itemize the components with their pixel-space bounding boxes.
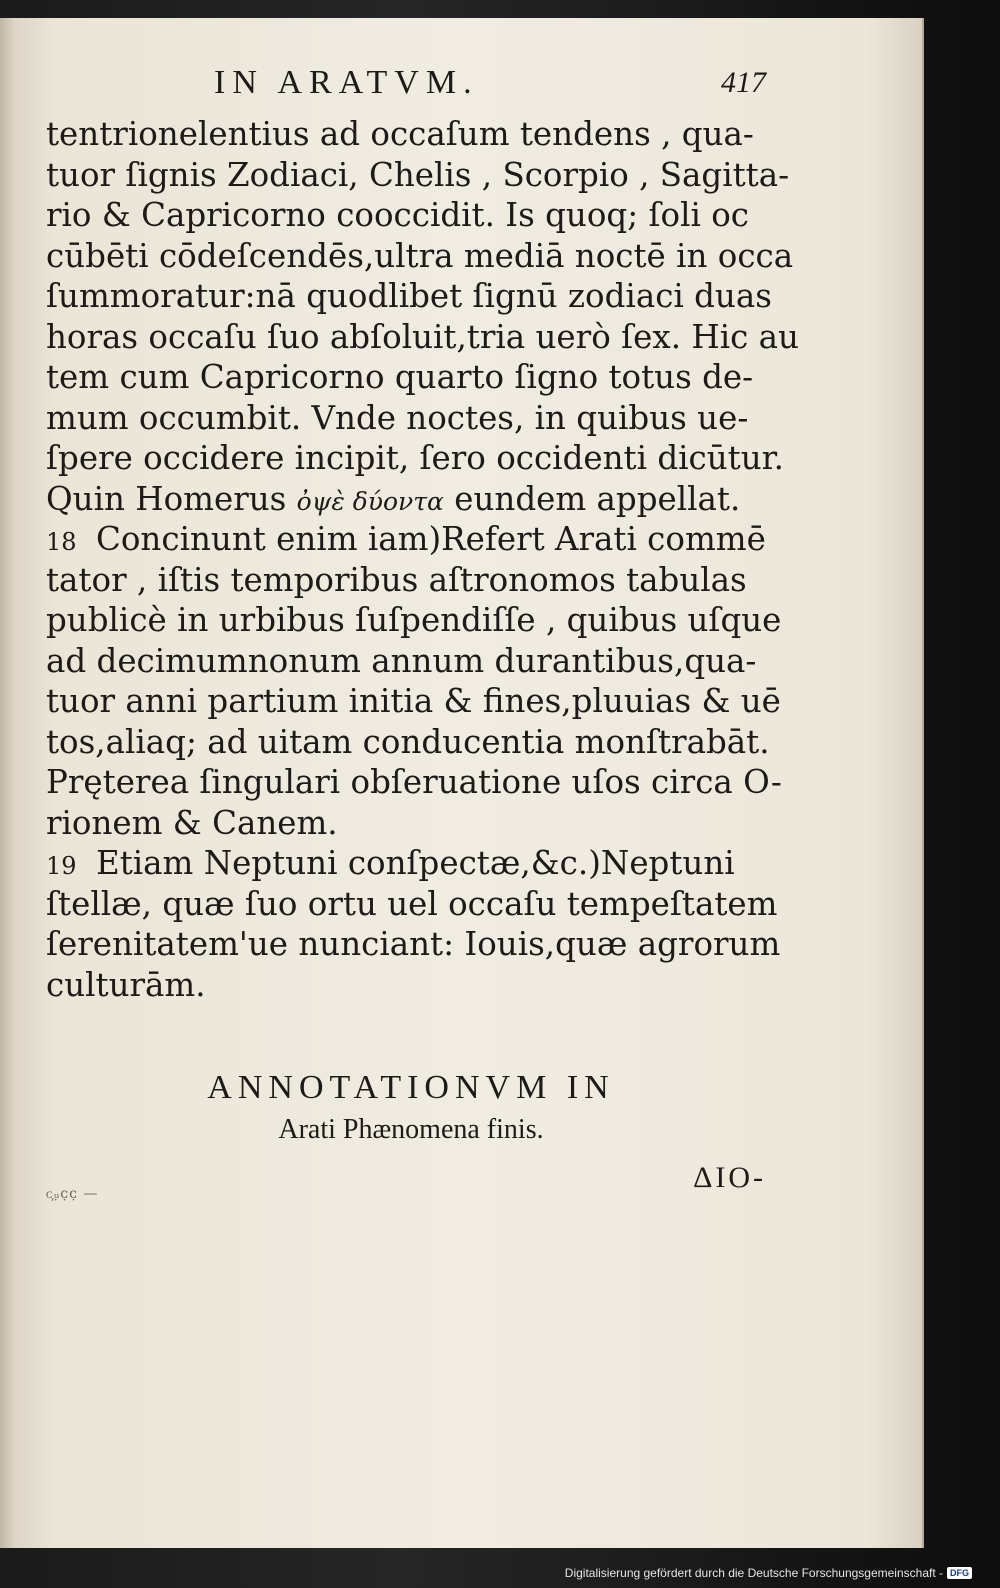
text-line: tator , iſtis temporibus aſtronomos tabulas	[46, 560, 747, 599]
dfg-logo: DFG	[947, 1567, 972, 1579]
text-line: publicè in urbibus ſuſpendiſſe , quibus uſque	[46, 601, 782, 639]
text-line: ſpere occidere incipit, ſero occidenti dicūtur.	[46, 439, 784, 477]
homerus-text-end: eundem appellat.	[443, 479, 741, 518]
ink-marks: ᴄ᷊ᵤ̣ᴄ̣ᴄ̣ —	[46, 1186, 99, 1202]
catchword: ΔΙΟ-	[693, 1161, 766, 1194]
text-line: horas occaſu ſuo abſoluit,tria uerò ſex. Hic au	[46, 317, 799, 356]
credit-text: Digitalisierung gefördert durch die Deutsche Forschungsgemeinschaft -	[564, 1566, 943, 1580]
running-title: IN ARATVM.	[214, 64, 479, 101]
text-line: rio & Capricorno cooccidit. Is quoq; ſoli oc	[46, 196, 749, 234]
text-line: tuor anni partium initia & fines,pluuias & uē	[46, 682, 781, 720]
greek-quotation: ὀψὲ δύοντα	[296, 486, 444, 516]
colophon	[46, 1065, 776, 1149]
text-line: ſummoratur:nā quodlibet ſignū zodiaci duas	[46, 277, 772, 315]
text-line: tos,aliaq; ad uitam conducentia monſtrabāt.	[46, 722, 770, 761]
text-line: ſerenitatem'ue nunciant: Iouis,quæ agrorum	[46, 925, 781, 963]
text-line: mum occumbit. Vnde noctes, in quibus ue-	[46, 398, 749, 437]
homerus-text: Quin Homerus	[46, 479, 297, 518]
note-19-heading	[46, 843, 776, 884]
text-line: tentrionelentius ad occaſum tendens , qua-	[46, 115, 754, 153]
homerus-line	[46, 479, 776, 520]
note-number: 18	[46, 528, 77, 556]
text-line: tem cum Capricorno quarto ſigno totus de-	[46, 358, 754, 396]
text-line: culturām.	[46, 965, 206, 1004]
note-18-heading	[46, 519, 776, 560]
body-text	[46, 114, 799, 1005]
note-number: 19	[46, 852, 77, 880]
text-line: tuor ſignis Zodiaci, Chelis , Scorpio , Sagitta-	[46, 155, 790, 194]
running-head	[46, 58, 776, 114]
colophon-subtitle: Arati Phænomena finis.	[278, 1114, 544, 1145]
note-lemma: Concinunt enim iam)Refert Arati commē	[96, 520, 766, 558]
text-line: cūbēti cōdeſcendēs,ultra mediā noctē in occa	[46, 236, 794, 275]
digitization-credit	[565, 1566, 972, 1580]
text-block	[46, 58, 799, 1195]
note-lemma: Etiam Neptuni conſpectæ,&c.)Neptuni	[96, 844, 735, 882]
text-line: ſtellæ, quæ ſuo ortu uel occaſu tempeſtatem	[46, 884, 778, 923]
colophon-title: ANNOTATIONVM IN	[207, 1069, 615, 1106]
page-gutter-shadow	[0, 18, 14, 1548]
text-line: rionem & Canem.	[46, 803, 338, 842]
text-line: Pręterea ſingulari obſeruatione uſos circa O-	[46, 763, 782, 801]
book-page	[0, 18, 924, 1548]
page-number: 417	[721, 66, 766, 99]
text-line: ad decimumnonum annum durantibus,qua-	[46, 641, 757, 680]
